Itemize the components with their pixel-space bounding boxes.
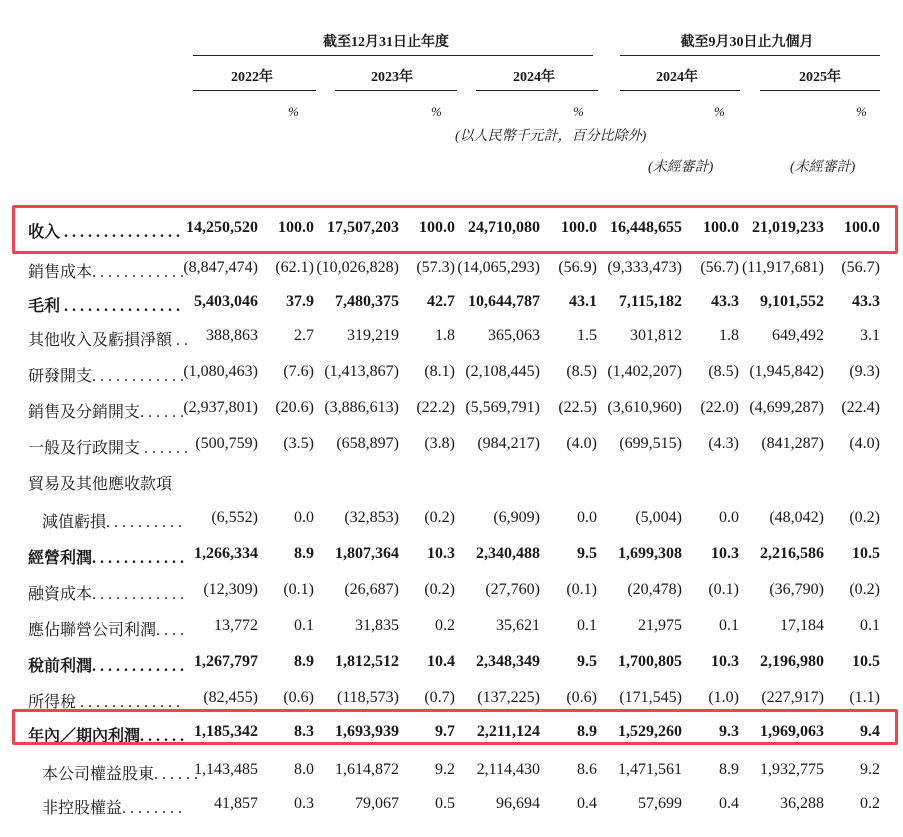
amount-cell: (699,515) — [619, 435, 682, 452]
percent-cell: (4.0) — [566, 435, 597, 452]
amount-cell: (1,402,207) — [607, 363, 682, 380]
percent-cell: (8.5) — [566, 363, 597, 380]
percent-cell: (22.0) — [700, 399, 739, 416]
percent-cell: 100.0 — [703, 219, 739, 236]
table-row — [0, 756, 903, 786]
percent-cell: (0.6) — [566, 689, 597, 706]
percent-cell: 43.3 — [852, 293, 880, 310]
percent-cell: (0.1) — [708, 581, 739, 598]
amount-cell: (841,287) — [761, 435, 824, 452]
unaudited-note-2025: (未經審計) — [790, 160, 856, 175]
percent-cell: 9.7 — [435, 723, 455, 740]
amount-cell: (12,309) — [203, 581, 258, 598]
percent-cell: 9.2 — [435, 761, 455, 778]
percent-cell: (7.6) — [283, 363, 314, 380]
table-row — [0, 540, 903, 570]
percent-cell: 1.8 — [435, 327, 455, 344]
row-label: 收入 . . . . . . . . . . . . . . . — [28, 224, 181, 241]
percent-cell: 10.3 — [711, 545, 739, 562]
table-row — [0, 322, 903, 352]
percent-cell: (20.6) — [275, 399, 314, 416]
year-rule-2025-nm — [760, 90, 880, 91]
amount-cell: 21,975 — [638, 617, 682, 634]
amount-cell: (32,853) — [344, 509, 399, 526]
amount-cell: 7,115,182 — [618, 293, 682, 310]
amount-cell: 14,250,520 — [186, 219, 258, 236]
percent-cell: 43.1 — [569, 293, 597, 310]
row-label: 經營利潤. . . . . . . . . . . . — [28, 550, 185, 567]
amount-cell: 1,471,561 — [618, 761, 682, 778]
amount-cell: 2,114,430 — [476, 761, 540, 778]
percent-cell: 0.0 — [719, 509, 739, 526]
amount-cell: 5,403,046 — [194, 293, 258, 310]
percent-cell: 8.9 — [294, 545, 314, 562]
amount-cell: (8,847,474) — [183, 259, 258, 276]
amount-cell: 35,621 — [496, 617, 540, 634]
percent-cell: (3.8) — [424, 435, 455, 452]
percent-cell: 0.1 — [860, 617, 880, 634]
amount-cell: 1,969,063 — [760, 723, 824, 740]
amount-cell: 1,699,308 — [618, 545, 682, 562]
amount-cell: 16,448,655 — [610, 219, 682, 236]
unit-note: (以人民幣千元計，百分比除外) — [455, 129, 647, 144]
amount-cell: (11,917,681) — [741, 259, 824, 276]
row-label: 銷售成本. . . . . . . . . . . . — [28, 264, 185, 281]
amount-cell: 2,340,488 — [476, 545, 540, 562]
year-rule-2024 — [476, 90, 598, 91]
amount-cell: 24,710,080 — [468, 219, 540, 236]
amount-cell: 41,857 — [214, 795, 258, 812]
amount-cell: (171,545) — [619, 689, 682, 706]
row-label: 融資成本. . . . . . . . . . . . — [28, 586, 185, 603]
percent-cell: 10.5 — [852, 545, 880, 562]
percent-cell: (22.5) — [558, 399, 597, 416]
amount-cell: (26,687) — [344, 581, 399, 598]
highlight-box — [12, 709, 898, 745]
amount-cell: (2,937,801) — [183, 399, 258, 416]
percent-cell: (1.0) — [708, 689, 739, 706]
percent-cell: 0.5 — [435, 795, 455, 812]
amount-cell: 1,807,364 — [335, 545, 399, 562]
unaudited-note-2024: (未經審計) — [648, 160, 714, 175]
amount-cell: (658,897) — [336, 435, 399, 452]
percent-cell: 0.1 — [719, 617, 739, 634]
percent-cell: 100.0 — [561, 219, 597, 236]
table-row — [0, 254, 903, 284]
percent-cell: (3.5) — [283, 435, 314, 452]
percent-cell: (22.4) — [841, 399, 880, 416]
amount-cell: (500,759) — [195, 435, 258, 452]
percent-cell: (4.3) — [708, 435, 739, 452]
percent-cell: 8.3 — [294, 723, 314, 740]
percent-cell: 9.5 — [577, 545, 597, 562]
percent-cell: (57.3) — [416, 259, 455, 276]
header-annual-period: 截至12月31日止年度 — [323, 35, 449, 50]
amount-cell: (1,080,463) — [183, 363, 258, 380]
amount-cell: (82,455) — [203, 689, 258, 706]
amount-cell: (3,886,613) — [324, 399, 399, 416]
percent-cell: (56.7) — [700, 259, 739, 276]
year-header-2022: 2022年 — [231, 70, 273, 85]
percent-cell: 10.3 — [711, 653, 739, 670]
amount-cell: 10,644,787 — [468, 293, 540, 310]
percent-cell: 8.6 — [577, 761, 597, 778]
percent-cell: 10.3 — [427, 545, 455, 562]
percent-cell: 1.8 — [719, 327, 739, 344]
pct-header: % — [856, 104, 867, 119]
percent-cell: 0.0 — [577, 509, 597, 526]
percent-cell: 42.7 — [427, 293, 455, 310]
percent-cell: 8.9 — [294, 653, 314, 670]
row-label: 研發開支. . . . . . . . . . . . — [28, 368, 185, 385]
amount-cell: (10,026,828) — [316, 259, 399, 276]
percent-cell: 100.0 — [419, 219, 455, 236]
amount-cell: (20,478) — [627, 581, 682, 598]
row-label: 非控股權益. . . . . . . . — [42, 800, 183, 817]
percent-cell: 0.4 — [719, 795, 739, 812]
row-label: 應佔聯營公司利潤. . . . — [28, 622, 185, 639]
amount-cell: 2,348,349 — [476, 653, 540, 670]
year-header-2024: 2024年 — [513, 70, 555, 85]
table-row — [0, 466, 903, 496]
percent-cell: 10.5 — [852, 653, 880, 670]
amount-cell: 1,185,342 — [194, 723, 258, 740]
amount-cell: 1,812,512 — [335, 653, 399, 670]
amount-cell: (9,333,473) — [607, 259, 682, 276]
percent-cell: 0.0 — [294, 509, 314, 526]
amount-cell: 17,507,203 — [327, 219, 399, 236]
percent-cell: 0.2 — [435, 617, 455, 634]
amount-cell: (1,945,842) — [749, 363, 824, 380]
amount-cell: 2,196,980 — [760, 653, 824, 670]
table-row — [0, 648, 903, 678]
amount-cell: 1,267,797 — [194, 653, 258, 670]
amount-cell: 649,492 — [772, 327, 824, 344]
row-label: 減值虧損. . . . . . . . . . — [42, 514, 183, 531]
percent-cell: (56.9) — [558, 259, 597, 276]
percent-cell: 100.0 — [844, 219, 880, 236]
header-annual-rule — [193, 55, 593, 56]
percent-cell: (0.2) — [849, 509, 880, 526]
percent-cell: (56.7) — [841, 259, 880, 276]
percent-cell: (0.2) — [849, 581, 880, 598]
row-label: 銷售及分銷開支. . . . . . — [28, 404, 185, 421]
percent-cell: 8.0 — [294, 761, 314, 778]
percent-cell: 9.5 — [577, 653, 597, 670]
year-header-2023: 2023年 — [371, 70, 413, 85]
percent-cell: 0.3 — [294, 795, 314, 812]
percent-cell: 0.4 — [577, 795, 597, 812]
percent-cell: 2.7 — [294, 327, 314, 344]
row-label: 本公司權益股東. . . . . . — [42, 766, 199, 783]
percent-cell: 0.2 — [860, 795, 880, 812]
amount-cell: (5,004) — [635, 509, 682, 526]
highlight-box — [12, 205, 898, 254]
amount-cell: 1,143,485 — [194, 761, 258, 778]
percent-cell: (0.2) — [424, 509, 455, 526]
amount-cell: 365,063 — [488, 327, 540, 344]
percent-cell: 1.5 — [577, 327, 597, 344]
amount-cell: 1,932,775 — [760, 761, 824, 778]
amount-cell: (3,610,960) — [607, 399, 682, 416]
percent-cell: (0.2) — [424, 581, 455, 598]
amount-cell: (6,909) — [493, 509, 540, 526]
amount-cell: (14,065,293) — [457, 259, 540, 276]
percent-cell: 0.1 — [577, 617, 597, 634]
amount-cell: 7,480,375 — [335, 293, 399, 310]
pct-header: % — [288, 104, 299, 119]
percent-cell: 100.0 — [278, 219, 314, 236]
pct-header: % — [573, 104, 584, 119]
amount-cell: (36,790) — [769, 581, 824, 598]
amount-cell: 301,812 — [630, 327, 682, 344]
amount-cell: 96,694 — [496, 795, 540, 812]
percent-cell: (22.2) — [416, 399, 455, 416]
amount-cell: 13,772 — [214, 617, 258, 634]
row-label: 稅前利潤. . . . . . . . . . . . — [28, 658, 185, 675]
percent-cell: 3.1 — [860, 327, 880, 344]
amount-cell: 1,700,805 — [618, 653, 682, 670]
percent-cell: (0.1) — [566, 581, 597, 598]
table-row — [0, 504, 903, 534]
amount-cell: 2,216,586 — [760, 545, 824, 562]
amount-cell: 57,699 — [638, 795, 682, 812]
row-label: 年內／期內利潤. . . . . . — [28, 728, 185, 745]
percent-cell: (8.1) — [424, 363, 455, 380]
percent-cell: (0.7) — [424, 689, 455, 706]
year-rule-2023 — [335, 90, 457, 91]
row-label: 毛利 . . . . . . . . . . . . . . . — [28, 298, 181, 315]
year-rule-2022 — [193, 90, 316, 91]
table-row — [0, 358, 903, 388]
amount-cell: 21,019,233 — [752, 219, 824, 236]
amount-cell: (6,552) — [211, 509, 258, 526]
amount-cell: 31,835 — [355, 617, 399, 634]
percent-cell: (4.0) — [849, 435, 880, 452]
percent-cell: 37.9 — [286, 293, 314, 310]
percent-cell: 9.4 — [860, 723, 880, 740]
amount-cell: 1,266,334 — [194, 545, 258, 562]
percent-cell: 43.3 — [711, 293, 739, 310]
percent-cell: (0.6) — [283, 689, 314, 706]
amount-cell: (227,917) — [761, 689, 824, 706]
amount-cell: 1,529,260 — [618, 723, 682, 740]
amount-cell: 388,863 — [206, 327, 258, 344]
table-row — [0, 790, 903, 820]
year-header-2024-nine-month: 2024年 — [656, 70, 698, 85]
percent-cell: (9.3) — [849, 363, 880, 380]
percent-cell: 9.2 — [860, 761, 880, 778]
table-row — [0, 576, 903, 606]
amount-cell: 79,067 — [355, 795, 399, 812]
amount-cell: (984,217) — [477, 435, 540, 452]
row-label: 其他收入及虧損淨額 . . — [28, 332, 189, 349]
amount-cell: (118,573) — [336, 689, 399, 706]
header-nine-month-period: 截至9月30日止九個月 — [680, 35, 814, 50]
row-label: 貿易及其他應收款項 — [28, 476, 173, 493]
pct-header: % — [431, 104, 442, 119]
amount-cell: (1,413,867) — [324, 363, 399, 380]
row-label: 一般及行政開支 . . . . . . — [28, 440, 189, 457]
amount-cell: (4,699,287) — [749, 399, 824, 416]
percent-cell: 8.9 — [719, 761, 739, 778]
amount-cell: (48,042) — [769, 509, 824, 526]
percent-cell: (8.5) — [708, 363, 739, 380]
percent-cell: 8.9 — [577, 723, 597, 740]
table-row — [0, 430, 903, 460]
table-row — [0, 612, 903, 642]
percent-cell: 9.3 — [719, 723, 739, 740]
percent-cell: 10.4 — [427, 653, 455, 670]
amount-cell: 1,693,939 — [335, 723, 399, 740]
row-label: 所得稅 . . . . . . . . . . . . . — [28, 694, 181, 711]
year-header-2025-nine-month: 2025年 — [799, 70, 841, 85]
pct-header: % — [714, 104, 725, 119]
amount-cell: 9,101,552 — [760, 293, 824, 310]
amount-cell: (27,760) — [485, 581, 540, 598]
amount-cell: 36,288 — [780, 795, 824, 812]
amount-cell: 2,211,124 — [476, 723, 540, 740]
amount-cell: 1,614,872 — [335, 761, 399, 778]
table-row — [0, 288, 903, 318]
year-rule-2024-nm — [620, 90, 740, 91]
percent-cell: (0.1) — [283, 581, 314, 598]
percent-cell: (1.1) — [849, 689, 880, 706]
header-nine-month-rule — [620, 55, 880, 56]
amount-cell: 319,219 — [347, 327, 399, 344]
amount-cell: (2,108,445) — [465, 363, 540, 380]
percent-cell: (62.1) — [275, 259, 314, 276]
amount-cell: (137,225) — [477, 689, 540, 706]
amount-cell: (5,569,791) — [465, 399, 540, 416]
amount-cell: 17,184 — [780, 617, 824, 634]
table-row — [0, 394, 903, 424]
percent-cell: 0.1 — [294, 617, 314, 634]
